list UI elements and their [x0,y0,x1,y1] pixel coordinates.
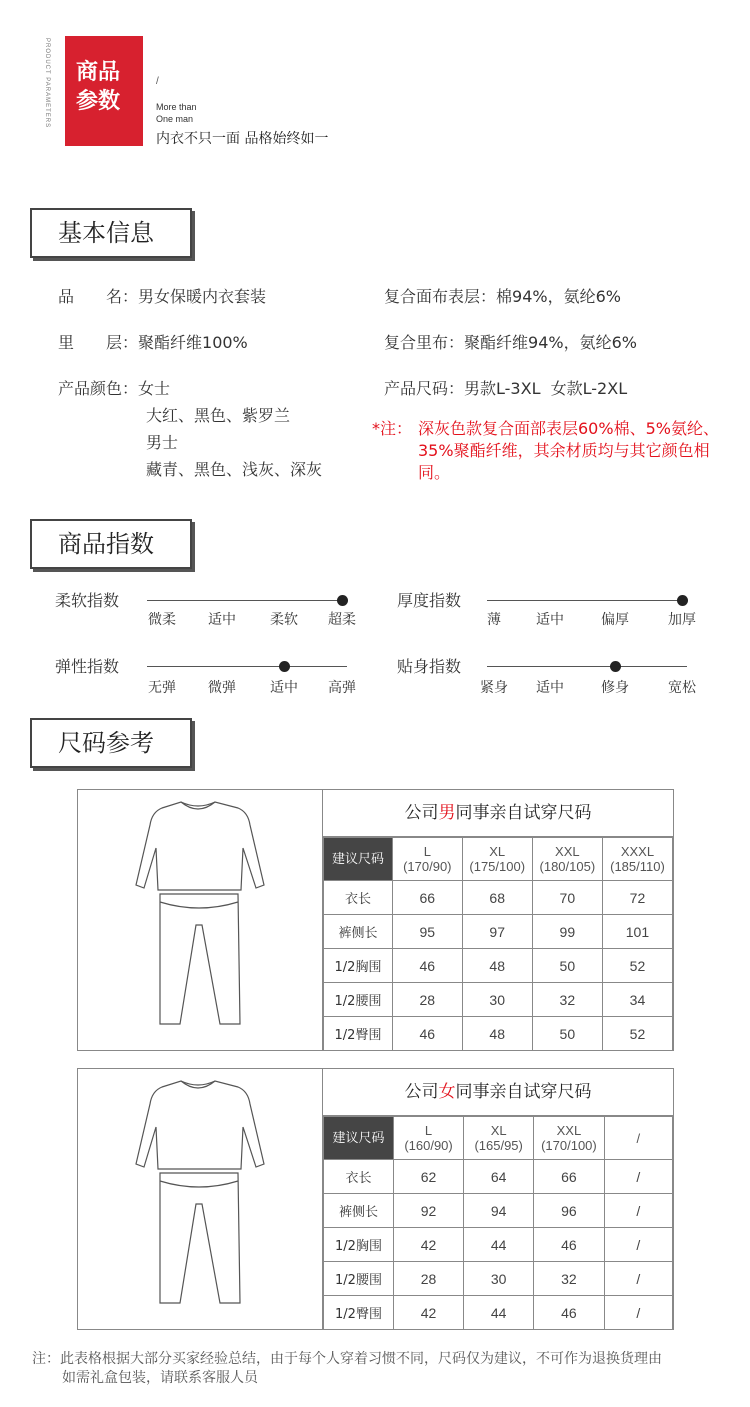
table-cell: 46 [392,949,462,983]
table-cell: 46 [534,1228,604,1262]
index-track [487,600,687,601]
info-lining-label: 里 层： [58,333,139,352]
info-name [58,286,266,308]
info-inner [384,332,637,354]
table-cell: 28 [393,1262,463,1296]
index-label: 贴身指数 [397,657,462,676]
women-title-highlight: 女 [438,1082,456,1102]
thermal-set-illustration [78,790,323,1050]
section-title-basic: 基本信息 [30,208,192,258]
row-header-cell: 衣长 [324,881,393,915]
size-header-row [324,1117,673,1160]
footer-line-1: 注：此表格根据大部分买家经验总结，由于每个人穿着习惯不同，尺码仅为建议，不可作为退换货理由 [32,1351,662,1367]
table-row [324,881,673,915]
table-cell: 92 [393,1194,463,1228]
section-title-size: 尺码参考 [30,718,192,768]
index-tick-label: 适中 [536,680,564,696]
table-cell: 46 [534,1296,604,1330]
row-header-cell: 1/2臀围 [324,1296,394,1330]
men-title-highlight: 男 [438,803,456,823]
size-code: L [423,844,431,859]
index-tick-label: 适中 [270,680,298,696]
more-than-text [156,101,197,125]
info-color-label [58,378,170,400]
table-cell: / [604,1296,672,1330]
row-header-cell: 1/2腰围 [324,983,393,1017]
section-title-index: 商品指数 [30,519,192,569]
women-table-title [323,1069,673,1116]
size-header-cell [392,838,462,881]
info-size-value: 男款L-3XL 女款L-2XL [464,379,628,398]
index-tick-label: 加厚 [668,612,696,628]
size-header-cell [602,838,672,881]
table-cell: 42 [393,1228,463,1262]
info-size-label: 产品尺码： [384,379,465,398]
table-cell: 72 [602,881,672,915]
size-code: XXL [555,844,580,859]
size-header-cell [534,1117,604,1160]
info-size [384,378,627,400]
index-marker [610,661,621,672]
size-code: L [424,1123,433,1138]
table-cell: 95 [392,915,462,949]
badge-line-1: 商品 [76,60,121,85]
row-header-cell: 1/2胸围 [324,949,393,983]
row-header-cell: 1/2腰围 [324,1262,394,1296]
index-tick-label: 薄 [487,612,501,628]
index-track [147,666,347,667]
index-track [487,666,687,667]
size-code: XL [490,1123,507,1138]
size-header-cell [393,1117,463,1160]
badge-line-2: 参数 [76,89,121,114]
index-label: 厚度指数 [397,591,462,610]
index-track [147,600,347,601]
size-code: XL [489,844,506,859]
footer-note [32,1350,732,1388]
table-cell: 97 [462,915,532,949]
women-size-chart [77,1068,674,1330]
table-cell: 62 [393,1160,463,1194]
info-color-women-list: 大红、黑色、紫罗兰 [146,406,291,425]
size-spec: (160/90) [404,1138,453,1153]
women-title-post: 同事亲自试穿尺码 [455,1082,592,1102]
table-cell: 42 [393,1296,463,1330]
info-inner-value: 聚酯纤维94%，氨纶6% [464,333,637,352]
table-cell: 50 [532,1017,602,1051]
index-tick-label: 无弹 [148,680,176,696]
size-code: / [636,1130,641,1146]
size-header-cell [464,1117,534,1160]
women-size-table [323,1116,673,1330]
table-row [324,1194,673,1228]
table-row [324,1262,673,1296]
men-size-table [323,837,673,1051]
index-marker [337,595,348,606]
table-cell: 52 [602,1017,672,1051]
info-surface-label: 复合面布表层： [384,287,497,306]
index-tick-label: 适中 [208,612,236,628]
table-cell: 66 [392,881,462,915]
index-tick-label: 微柔 [148,612,176,628]
index-tick-label: 修身 [601,680,629,696]
size-spec: (170/100) [541,1138,597,1153]
size-code: XXXL [620,844,655,859]
index-tick-label: 高弹 [328,680,356,696]
index-tick-label: 微弹 [208,680,236,696]
info-lining-value: 聚酯纤维100% [138,333,248,352]
table-cell: 94 [464,1194,534,1228]
table-cell: 99 [532,915,602,949]
women-garment-figure [78,1069,323,1329]
table-cell: 44 [464,1296,534,1330]
women-title-pre: 公司 [404,1082,439,1102]
table-cell: / [604,1194,672,1228]
table-cell: 34 [602,983,672,1017]
index-tick-label: 宽松 [668,680,696,696]
table-cell: 44 [464,1228,534,1262]
index-marker [279,661,290,672]
table-cell: 32 [532,983,602,1017]
info-name-value: 男女保暖内衣套装 [138,287,267,306]
info-color-men: 男士 [146,433,179,452]
size-header-cell [462,838,532,881]
table-row [324,1160,673,1194]
header-slash: / [156,76,159,87]
vertical-label: PRODUCT PARAMETERS [44,38,50,129]
slogan: 内衣不只一面 品格始终如一 [156,131,329,147]
size-spec: (170/90) [403,859,452,874]
table-cell: 52 [602,949,672,983]
index-tick-label: 紧身 [480,680,508,696]
index-tick-label: 偏厚 [601,612,629,628]
table-row [324,1228,673,1262]
table-cell: 48 [462,949,532,983]
index-tick-label: 柔软 [270,612,298,628]
row-header-cell: 裤侧长 [324,1194,394,1228]
size-header-row [324,838,673,881]
info-name-label: 品 名： [58,287,139,306]
index-tick-label: 超柔 [328,612,356,628]
table-row [324,915,673,949]
table-cell: 68 [462,881,532,915]
size-corner-cell: 建议尺码 [324,838,393,881]
title-badge [65,36,143,146]
table-cell: 30 [464,1262,534,1296]
more-line-2: One man [156,114,194,124]
info-color-men-list: 藏青、黑色、浅灰、深灰 [146,460,323,479]
size-spec: (175/100) [469,859,526,874]
size-spec: (165/95) [474,1138,523,1153]
size-code: XXL [556,1123,582,1138]
index-marker [677,595,688,606]
table-cell: / [604,1262,672,1296]
info-color-women: 女士 [138,379,171,398]
table-row [324,949,673,983]
table-cell: / [604,1228,672,1262]
men-size-chart [77,789,674,1051]
table-row [324,1017,673,1051]
table-cell: 28 [392,983,462,1017]
table-cell: 66 [534,1160,604,1194]
size-header-cell [532,838,602,881]
info-surface-value: 棉94%，氨纶6% [496,287,621,306]
table-cell: 46 [392,1017,462,1051]
table-cell: 64 [464,1160,534,1194]
index-label: 柔软指数 [55,591,120,610]
info-color-label-text: 产品颜色： [58,379,139,398]
note-prefix: *注： [372,419,413,438]
table-row [324,1296,673,1330]
size-header-cell [604,1117,672,1160]
row-header-cell: 1/2臀围 [324,1017,393,1051]
note-text: 深灰色款复合面部表层60%棉、5%氨纶、35%聚酯纤维，其余材质均与其它颜色相同。 [418,419,719,482]
thermal-set-illustration [78,1069,323,1329]
table-cell: 32 [534,1262,604,1296]
index-tick-label: 适中 [536,612,564,628]
info-lining [58,332,248,354]
row-header-cell: 衣长 [324,1160,394,1194]
size-spec: (185/110) [610,859,665,874]
info-inner-label: 复合里布： [384,333,465,352]
material-note [372,418,722,484]
men-title-pre: 公司 [404,803,439,823]
table-cell: 30 [462,983,532,1017]
table-cell: / [604,1160,672,1194]
index-label: 弹性指数 [55,657,120,676]
table-cell: 70 [532,881,602,915]
table-cell: 50 [532,949,602,983]
men-table-title [323,790,673,837]
men-title-post: 同事亲自试穿尺码 [455,803,592,823]
more-line-1: More than [156,102,197,112]
footer-line-2: 如需礼盒包装，请联系客服人员 [62,1370,258,1386]
size-corner-cell: 建议尺码 [324,1117,394,1160]
table-cell: 101 [602,915,672,949]
size-spec: (180/105) [539,859,596,874]
row-header-cell: 1/2胸围 [324,1228,394,1262]
info-surface [384,286,621,308]
table-row [324,983,673,1017]
table-cell: 96 [534,1194,604,1228]
men-garment-figure [78,790,323,1050]
table-cell: 48 [462,1017,532,1051]
row-header-cell: 裤侧长 [324,915,393,949]
